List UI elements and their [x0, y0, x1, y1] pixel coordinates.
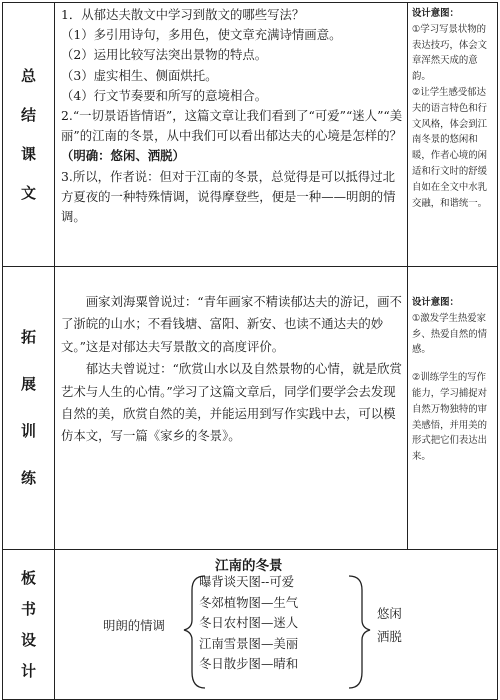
board-row	[3, 550, 498, 700]
summary-point-2: （2）运用比较写法突出景物的特点。	[61, 47, 268, 63]
label-char: 书	[20, 599, 36, 618]
board-label-cell	[3, 550, 55, 700]
summary-point-3: （3）虚实相生、侧面烘托。	[61, 67, 218, 83]
summary-question-2: 2.“一切景语皆情语”，这篇文章让我们看到了“可爱”“迷人”“美丽”的江南的冬景，从中我们可以看出郁达夫的心境是怎样的？	[61, 108, 403, 144]
note-title: 设计意图：	[412, 297, 459, 308]
board-item-list	[199, 572, 298, 675]
label-char: 课	[20, 144, 36, 163]
note-item: ①学习写景状物的表达技巧，体会文章浑然天成的意韵。	[412, 23, 488, 83]
label-char: 训	[20, 422, 36, 440]
right-brace-icon	[349, 576, 370, 688]
extension-design-note	[408, 267, 497, 465]
board-label	[3, 550, 54, 699]
summary-conclusion: 3.所以，作者说：但对于江南的冬景，总觉得是可以抵得过北方夏夜的一种特殊情调，说得摩登些，便是一种——明朗的情调。	[61, 168, 396, 225]
label-char: 板	[20, 568, 36, 587]
lesson-plan-table	[2, 2, 498, 700]
board-mood-2: 洒脱	[377, 629, 402, 644]
summary-label-cell	[3, 3, 55, 267]
summary-point-1: （1）多引用诗句，多用色，使文章充满诗情画意。	[61, 27, 342, 43]
extension-paragraph-1: 画家刘海粟曾说过：“青年画家不精读郁达夫的游记，画不了浙皖的山水；不看钱塘、富阳、新安、也读不通达夫的妙文。”这是对郁达夫写景散文的高度评价。	[61, 294, 402, 354]
note-item: ①激发学生热爱家乡、热爱自然的情感。	[412, 312, 488, 356]
summary-point-4: （4）行文节奏要和所写的意境相合。	[61, 87, 268, 103]
label-char: 结	[20, 105, 36, 124]
label-char: 总	[20, 66, 36, 85]
note-item: ②训练学生的写作能力，学习捕捉对自然万物独特的审美感悟，并用美的形式把它们表达出来。	[412, 372, 488, 463]
board-item: 曝背谈天图--可爱	[199, 574, 295, 589]
extension-paragraph-2: 郁达夫曾说过：“欣赏山水以及自然景物的心情，就是欣赏艺术与人生的心情。”学习了这篇文章后，同学们要学会去发现自然的美，欣赏自然的美，并能运用到写作实践中去，可以模仿本文，写一篇《家乡的冬景》。	[61, 361, 402, 444]
label-char: 展	[20, 375, 36, 393]
board-item: 冬日散步图—晴和	[199, 656, 299, 672]
board-design	[55, 550, 497, 699]
extension-row	[3, 267, 498, 550]
label-char: 拓	[20, 328, 36, 346]
label-char: 计	[20, 661, 36, 680]
board-content-cell	[55, 550, 498, 700]
summary-answer: （明确：悠闲、洒脱）	[61, 148, 185, 164]
summary-row	[3, 3, 498, 267]
summary-question-1: 1．从郁达夫散文中学习到散文的哪些写法？	[61, 7, 305, 22]
label-char: 设	[20, 630, 36, 649]
board-item: 冬日农村图—迷人	[199, 615, 299, 631]
board-mood-1: 悠闲	[377, 606, 402, 621]
extension-content	[55, 267, 407, 448]
summary-content	[55, 3, 407, 227]
note-title: 设计意图：	[412, 8, 459, 19]
board-item: 冬郊植物图—生气	[199, 594, 299, 610]
extension-note-cell	[408, 267, 498, 550]
summary-note-cell	[408, 3, 498, 267]
extension-label-cell	[3, 267, 55, 550]
extension-label	[3, 267, 54, 549]
extension-content-cell	[55, 267, 408, 550]
board-title: 江南的冬景	[215, 558, 283, 574]
board-theme: 明朗的情调	[103, 618, 165, 633]
summary-content-cell	[55, 3, 408, 267]
label-char: 练	[20, 469, 36, 487]
label-char: 文	[20, 183, 36, 202]
summary-design-note	[408, 3, 497, 211]
board-item: 江南雪景图—美丽	[199, 635, 299, 651]
summary-label	[3, 3, 54, 266]
note-item: ②让学生感受郁达夫的语言特色和行文风格，体会到江南冬景的悠闲和暖，作者心境的闲适和行文时的舒缓自如在全文中水乳交融，和谐统一。	[412, 86, 488, 209]
